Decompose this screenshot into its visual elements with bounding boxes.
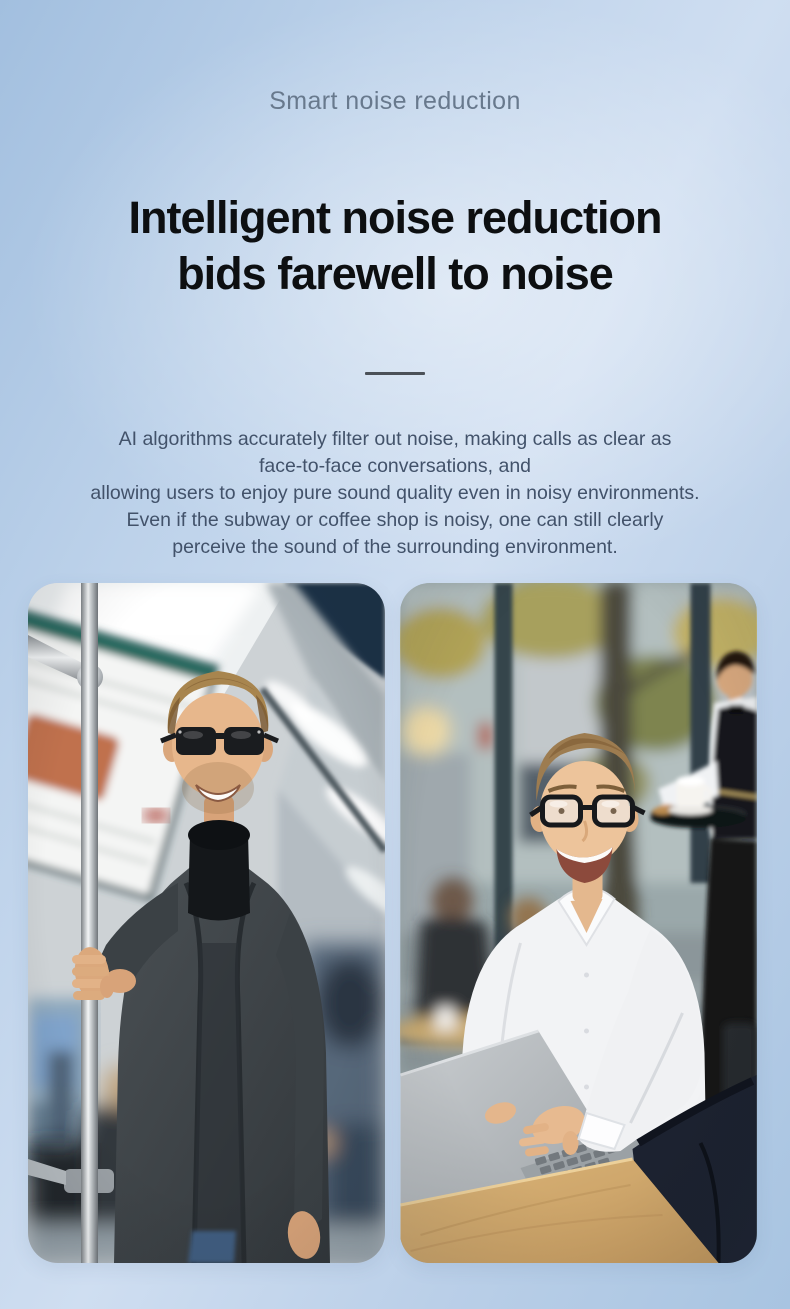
eyebrow-text: Smart noise reduction [269, 87, 521, 115]
photo-cafe-man [400, 583, 757, 1263]
description-line: allowing users to enjoy pure sound quality even in noisy environments. [90, 482, 700, 504]
cafe-scene [400, 583, 757, 1263]
description-line: perceive the sound of the surrounding environment. [172, 536, 618, 558]
description-line: Even if the subway or coffee shop is noisy, one can still clearly [126, 509, 664, 531]
divider-line [365, 372, 425, 375]
description-paragraph [0, 426, 790, 561]
description-line: face-to-face conversations, and [258, 455, 532, 477]
page-title [0, 190, 790, 302]
subway-scene [28, 583, 385, 1263]
photo-row [28, 583, 762, 1263]
page-title-line1: Intelligent noise reduction [128, 192, 662, 243]
photo-subway-man [28, 583, 385, 1263]
description-line: AI algorithms accurately filter out noise, making calls as clear as [118, 428, 672, 450]
page-title-line2: bids farewell to noise [177, 248, 613, 299]
